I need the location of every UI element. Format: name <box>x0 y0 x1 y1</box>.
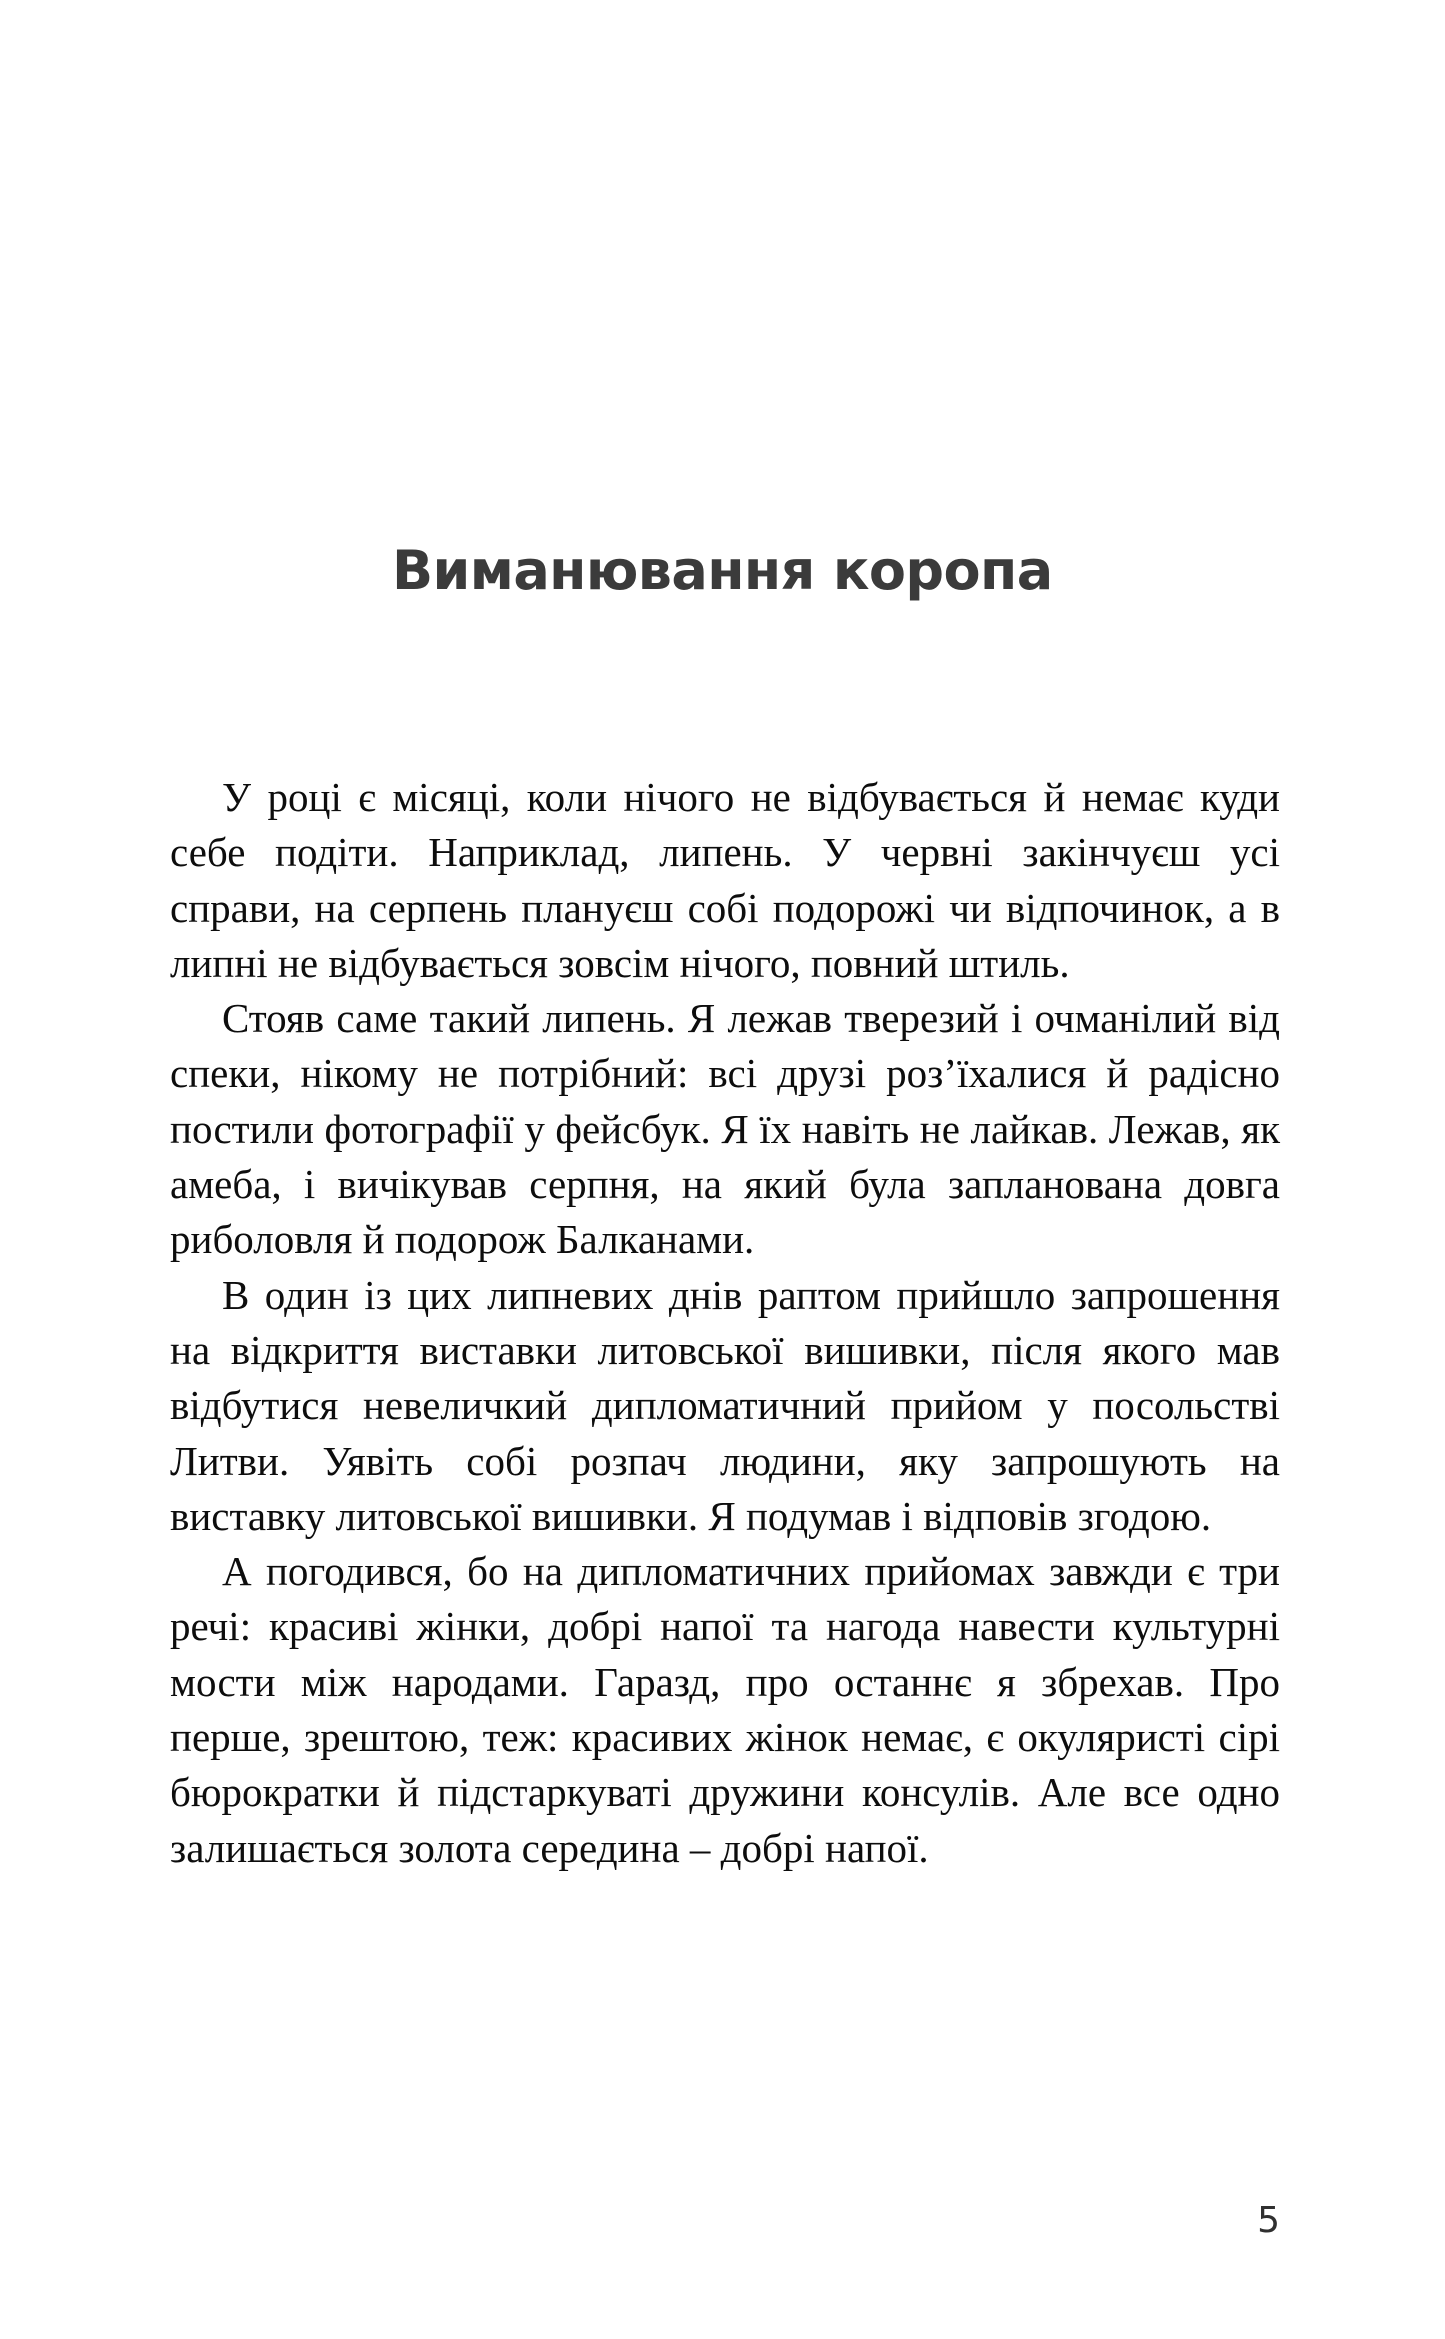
paragraph: У році є місяці, коли нічого не відбувається й немає куди себе подіти. Наприклад, липень. У червні закінчуєш усі справи, на серпень плануєш собі подорожі чи відпочинок, а в липні не відбувається зовсім нічого, повний штиль. <box>170 774 1280 986</box>
paragraph: А погодився, бо на дипломатичних прийомах завжди є три речі: красиві жінки, добрі напої та нагода навести культурні мости між народами. Гаразд, про останнє я збрехав. Про перше, зрештою, теж: красивих жінок немає, є окуляристі сірі бюрократки й підстаркуваті дружини консулів. Але все одно залишається золота середина – добрі напої. <box>170 1548 1280 1871</box>
paragraph: В один із цих липневих днів раптом прийшло запрошення на відкриття виставки литовської вишивки, після якого мав відбутися невеличкий дипломатичний прийом у посольстві Литви. Уявіть собі розпач людини, яку запрошують на виставку литовської вишивки. Я подумав і відповів згодою. <box>170 1271 1280 1539</box>
paragraph: Стояв саме такий липень. Я лежав тверезий і очманілий від спеки, нікому не потрібний: всі друзі роз’їхалися й радісно постили фотографії у фейсбук. Я їх навіть не лайкав. Лежав, як амеба, і вичікував серпня, на який була запланована довга риболовля й подорож Балканами. <box>170 995 1280 1263</box>
body-text <box>170 770 1280 1876</box>
page-title: Виманювання коропа <box>392 539 1053 603</box>
page-number: 5 <box>1257 2200 1280 2241</box>
